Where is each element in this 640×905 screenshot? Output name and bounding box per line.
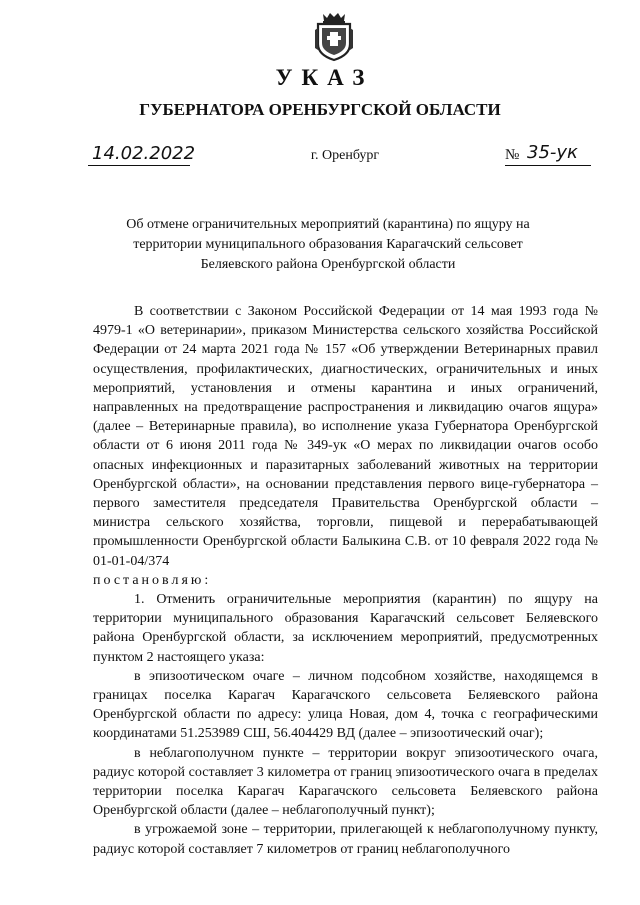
decree-city: г. Оренбург bbox=[310, 148, 380, 163]
sub-item-paragraph: в угрожаемой зоне – территории, прилегающей к неблагополучному пункту, радиус которой составляет 7 километров от границ неблагополучного bbox=[93, 822, 598, 857]
decree-heading bbox=[100, 215, 556, 275]
document-subtitle: ГУБЕРНАТОРА ОРЕНБУРГСКОЙ ОБЛАСТИ bbox=[139, 100, 501, 119]
number-underline bbox=[505, 165, 591, 166]
heading-line: Беляевского района Оренбургской области bbox=[200, 257, 456, 272]
item-1-paragraph: 1. Отменить ограничительные мероприятия (карантин) по ящуру на территории муниципального образования Карагачский сельсовет Беляевского района Оренбургской области, за исключением мероприятий, предусмотренных пунктом 2 настоящего указа: bbox=[93, 592, 598, 665]
heading-line: территории муниципального образования Карагачский сельсовет bbox=[133, 237, 523, 252]
decree-date: 14.02.2022 bbox=[92, 143, 196, 164]
number-sign: № bbox=[505, 147, 520, 163]
sub-item-paragraph: в неблагополучном пункте – территории вокруг эпизоотического очага, радиус которой составляет 3 километра от границ эпизоотического очага в пределах территории поселка Карагач Карагачского сельсовета Беляевского района Оренбургской области (далее – неблагополучный пункт); bbox=[93, 745, 598, 819]
decree-number: 35-ук bbox=[527, 142, 578, 163]
coat-of-arms-icon bbox=[314, 10, 354, 62]
date-underline bbox=[88, 165, 190, 166]
heading-line: Об отмене ограничительных мероприятий (карантина) по ящуру на bbox=[126, 217, 530, 232]
intro-paragraph: В соответствии с Законом Российской Федерации от 14 мая 1993 года № 4979-1 «О ветеринарии», приказом Министерства сельского хозяйства Российской Федерации от 24 марта 2021 года № 157 «Об утверждении Ветеринарных правил осуществления, профилактических, диагностических, ограничительных и иных мероприятий, установления и отмены карантина и иных ограничений, направленных на предотвращение распространения и ликвидацию очагов ящура» (далее – Ветеринарные правила), во исполнение указа Губернатора Оренбургской области от 6 июня 2011 года № 349-ук «О мерах по ликвидации очагов особо опасных инфекционных и паразитарных заболеваний животных на территории Оренбургской области», на основании представления первого вице-губернатора – первого заместителя председателя Правительства Оренбургской области – министра сельского хозяйства, торговли, пищевой и перерабатывающей промышленности Оренбургской области Балыкина С.В. от 10 февраля 2022 года № 01-01-04/374 bbox=[93, 304, 598, 569]
document-title: УКАЗ bbox=[275, 65, 374, 90]
decree-word: постановляю: bbox=[93, 572, 212, 588]
sub-item-paragraph: в эпизоотическом очаге – личном подсобном хозяйстве, находящемся в границах поселка Карагач Карагачского сельсовета Беляевского района Оренбургской области по адресу: улица Новая, дом 4, точка с географическими координатами 51.253989 СШ, 56.404429 ВД (далее – эпизоотический очаг); bbox=[93, 668, 598, 742]
decree-body bbox=[93, 302, 598, 859]
